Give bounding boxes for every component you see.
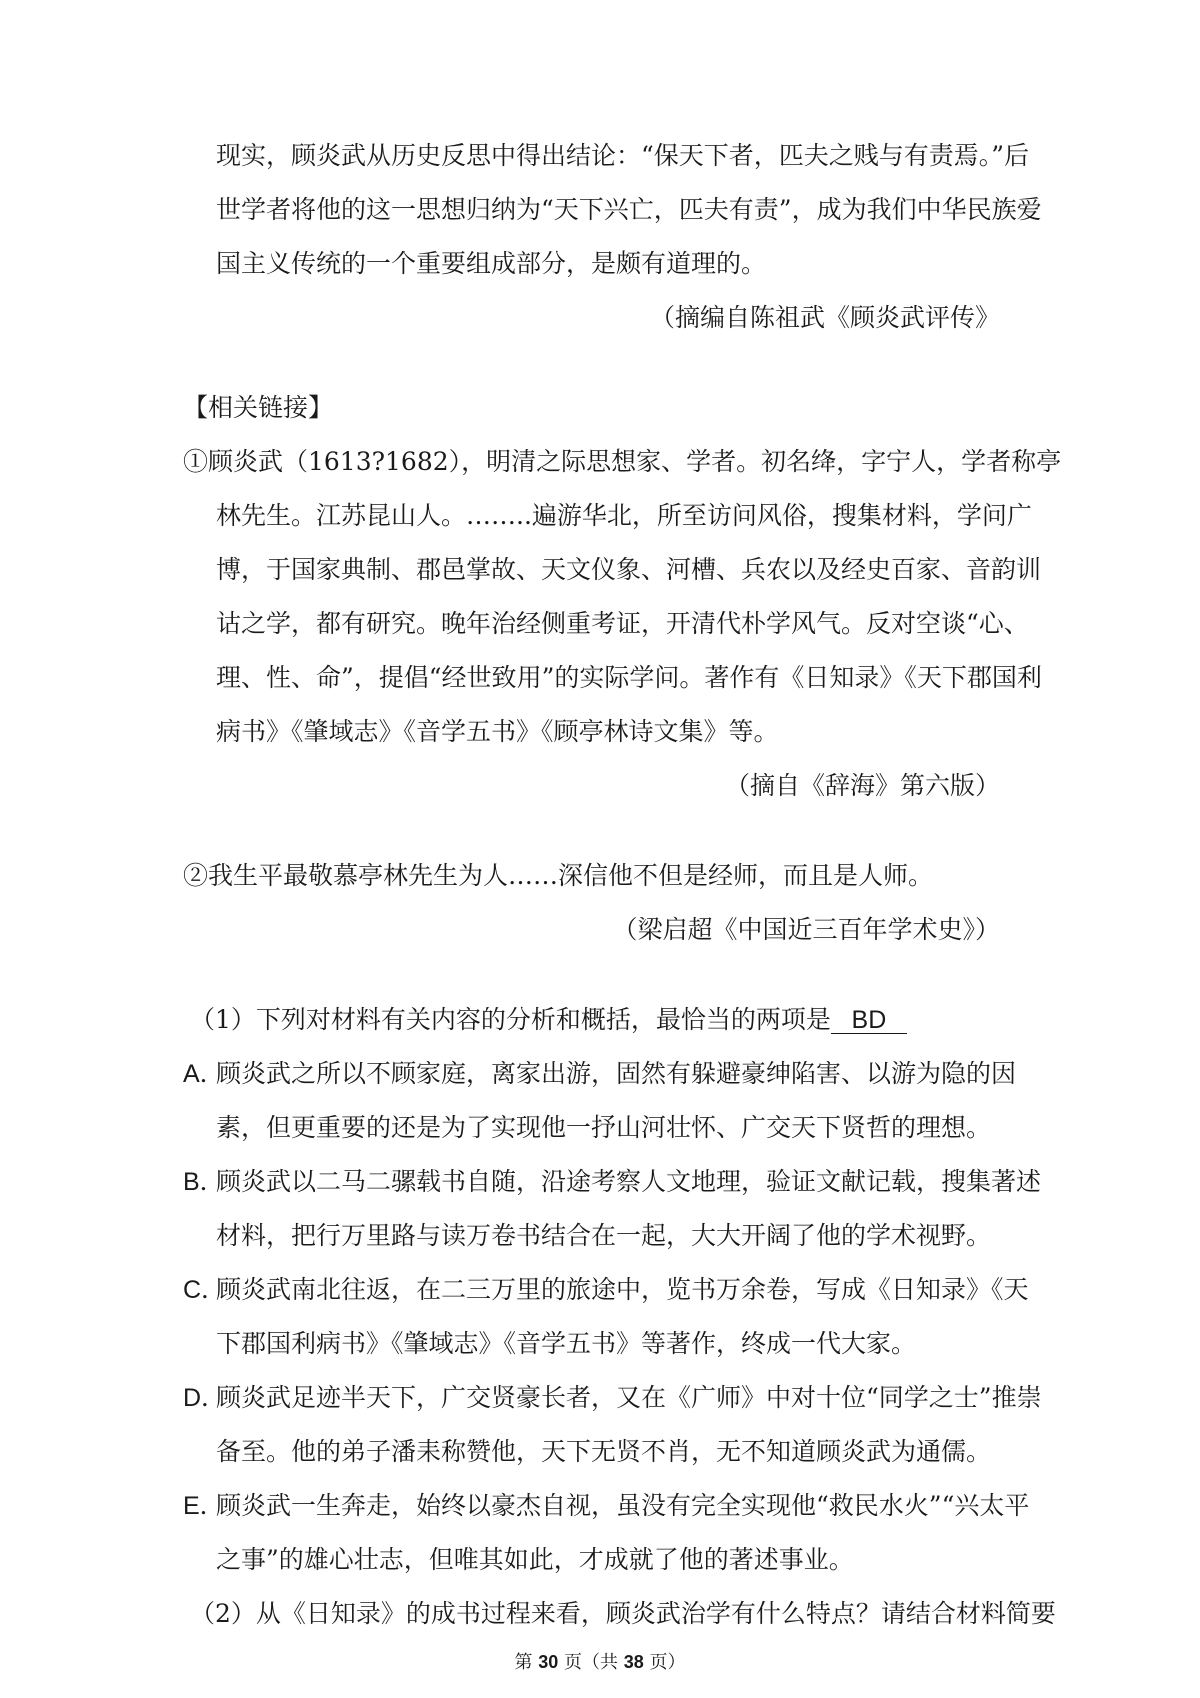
option-a-line: 素，但更重要的还是为了实现他一抒山河壮怀、广交天下贤哲的理想。 [216, 1113, 992, 1142]
option-c-label: C． [183, 1276, 227, 1304]
link1-line: 博，于国家典制、郡邑掌故、天文仪象、河槽、兵农以及经史百家、音韵训 [216, 555, 1042, 584]
link1-line: 诂之学，都有研究。晚年治经侧重考证，开清代朴学风气。反对空谈“心、 [216, 609, 1029, 638]
option-d-line: 顾炎武足迹半天下，广交贤豪长者，又在《广师》中对十位“同学之士”推崇 [216, 1383, 1042, 1412]
page-footer [0, 1650, 1200, 1675]
footer-total-pages: 38 [623, 1652, 644, 1672]
option-b-line: 顾炎武以二马二骡载书自随，沿途考察人文地理，验证文献记载，搜集著述 [216, 1167, 1042, 1196]
links-heading: 【相关链接】 [183, 393, 334, 422]
link1-line: ①顾炎武（1613?1682），明清之际思想家、学者。初名绛，字宁人，学者称亭 [183, 447, 1062, 476]
footer-prefix: 第 [514, 1652, 533, 1673]
question1-prompt [190, 1003, 907, 1037]
footer-middle: 页（共 [564, 1652, 618, 1673]
option-d-label: D． [183, 1384, 227, 1412]
option-c-line: 下郡国利病书》《肇域志》《音学五书》等著作，终成一代大家。 [216, 1329, 917, 1358]
option-e-line: 顾炎武一生奔走，始终以豪杰自视，虽没有完全实现他“救民水火”“兴太平 [216, 1491, 1030, 1520]
option-b-line: 材料，把行万里路与读万卷书结合在一起，大大开阔了他的学术视野。 [216, 1221, 992, 1250]
link1-line: 林先生。江苏昆山人。……..遍游华北，所至访问风俗，搜集材料，学问广 [216, 501, 1032, 530]
link1-line: 病书》《肇域志》《音学五书》《顾亭林诗文集》等。 [216, 717, 779, 746]
footer-page-number: 30 [538, 1652, 559, 1672]
option-a-line: 顾炎武之所以不顾家庭，离家出游，固然有躲避豪绅陷害、以游为隐的因 [216, 1059, 1017, 1088]
option-d-line: 备至。他的弟子潘耒称赞他，天下无贤不肖，无不知道顾炎武为通儒。 [216, 1437, 992, 1466]
question1-text: （1）下列对材料有关内容的分析和概括，最恰当的两项是 [190, 1005, 831, 1034]
option-e-line: 之事”的雄心壮志，但唯其如此，才成就了他的著述事业。 [216, 1545, 854, 1574]
passage-source: （摘编自陈祖武《顾炎武评传》 [649, 303, 1000, 332]
passage-line: 国主义传统的一个重要组成部分，是颇有道理的。 [216, 249, 767, 278]
passage-line: 世学者将他的这一思想归纳为“天下兴亡，匹夫有责”，成为我们中华民族爱 [216, 195, 1042, 224]
footer-suffix: 页） [649, 1652, 686, 1673]
option-e-label: E． [183, 1492, 225, 1520]
link2-source: （梁启超《中国近三百年学术史》） [612, 915, 1000, 944]
option-c-line: 顾炎武南北往返，在二三万里的旅途中，览书万余卷，写成《日知录》《天 [216, 1275, 1029, 1304]
link1-line: 理、性、命”，提倡“经世致用”的实际学问。著作有《日知录》《天下郡国利 [216, 663, 1042, 692]
question1-answer: BD [831, 1007, 907, 1034]
question2-line: （2）从《日知录》的成书过程来看，顾炎武治学有什么特点？请结合材料简要 [190, 1599, 1056, 1628]
link2-line: ②我生平最敬慕亭林先生为人……深信他不但是经师，而且是人师。 [183, 861, 934, 890]
option-b-label: B． [183, 1168, 225, 1196]
link1-source: （摘自《辞海》第六版） [724, 771, 1000, 800]
passage-line: 现实，顾炎武从历史反思中得出结论：“保天下者，匹夫之贱与有责焉。”后 [216, 141, 1030, 170]
option-a-label: A． [183, 1060, 225, 1088]
